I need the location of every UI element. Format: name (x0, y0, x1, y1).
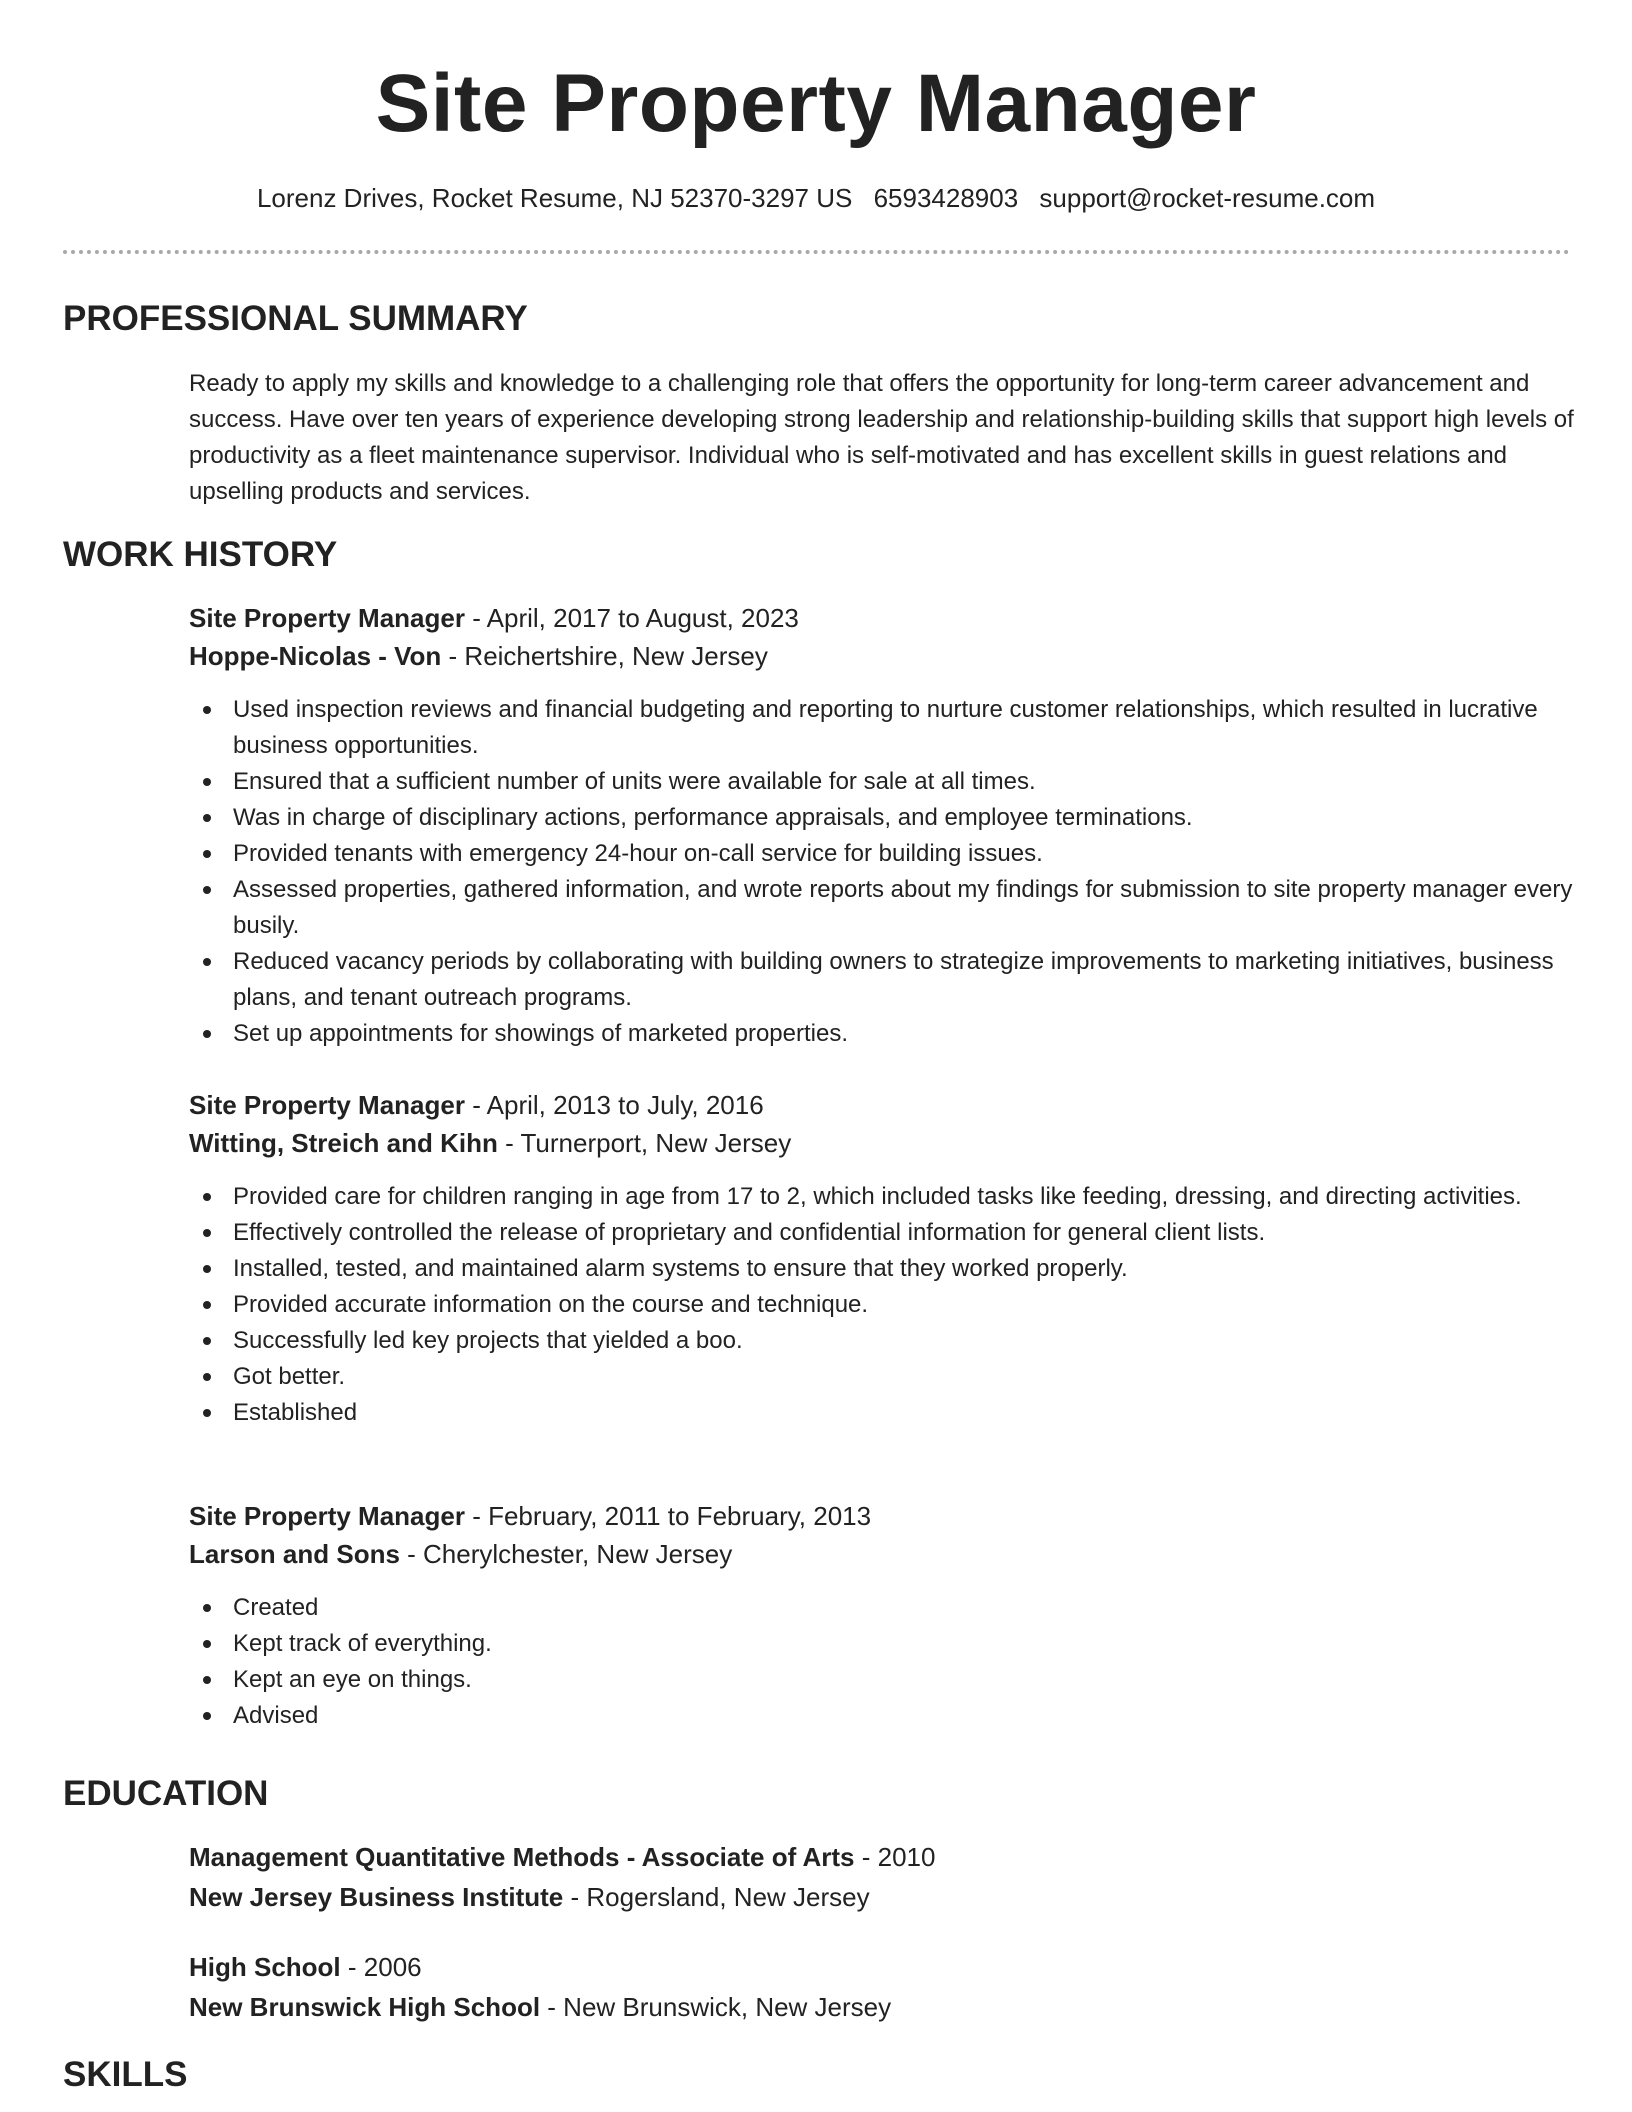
duty-item: Got better. (233, 1359, 1618, 1395)
resume-title: Site Property Manager (375, 58, 1257, 149)
job-title: Site Property Manager (189, 1501, 465, 1531)
job-dates: - April, 2017 to August, 2023 (464, 603, 799, 633)
job-duties-list (189, 1590, 1618, 1734)
company-location: - Turnerport, New Jersey (497, 1128, 792, 1158)
duty-item: Kept track of everything. (233, 1626, 1618, 1662)
duty-item: Established (233, 1395, 1618, 1431)
duty-item: Kept an eye on things. (233, 1662, 1618, 1698)
degree-line (189, 1949, 422, 1985)
job-title-line (189, 600, 799, 636)
degree: Management Quantitative Methods - Associate of Arts (189, 1842, 855, 1872)
duty-item: Effectively controlled the release of proprietary and confidential information for general client lists. (233, 1215, 1618, 1251)
email: support@rocket-resume.com (1039, 183, 1376, 213)
duty-item: Provided care for children ranging in age from 17 to 2, which included tasks like feeding, dressing, and directing activities. (233, 1179, 1618, 1215)
degree: High School (189, 1952, 341, 1982)
job-duties-list (189, 692, 1618, 1052)
duty-item: Used inspection reviews and financial budgeting and reporting to nurture customer relationships, which resulted in lucrative business opportunities. (233, 692, 1618, 764)
duty-item: Reduced vacancy periods by collaborating with building owners to strategize improvements to marketing initiatives, business plans, and tenant outreach programs. (233, 944, 1618, 1016)
graduation-year: - 2006 (340, 1952, 422, 1982)
school-name: New Brunswick High School (189, 1992, 541, 2022)
job-dates: - April, 2013 to July, 2016 (464, 1090, 764, 1120)
school-location: - New Brunswick, New Jersey (540, 1992, 892, 2022)
duty-item: Set up appointments for showings of marketed properties. (233, 1016, 1618, 1052)
degree-line (189, 1839, 935, 1875)
phone: 6593428903 (873, 183, 1019, 213)
work-history-heading: WORK HISTORY (63, 535, 338, 574)
duty-item: Provided tenants with emergency 24-hour on-call service for building issues. (233, 836, 1618, 872)
summary-text: Ready to apply my skills and knowledge to a challenging role that offers the opportunity for long-term career advancement and success. Have over ten years of experience developing strong leadership and relationship-building skills that support high levels of productivity as a fleet maintenance supervisor. Individual who is self-motivated and has excellent skills in guest relations and upselling products and services. (189, 370, 1574, 505)
company-name: Hoppe-Nicolas - Von (189, 641, 442, 671)
duty-item: Assessed properties, gathered information, and wrote reports about my findings for submission to site property manager every busily. (233, 872, 1618, 944)
school-location: - Rogersland, New Jersey (563, 1882, 870, 1912)
duty-item: Was in charge of disciplinary actions, performance appraisals, and employee terminations. (233, 800, 1618, 836)
skills-heading: SKILLS (63, 2055, 188, 2094)
school-line (189, 1879, 870, 1915)
duty-item: Provided accurate information on the course and technique. (233, 1287, 1618, 1323)
job-duties-list (189, 1179, 1618, 1431)
header-divider (63, 250, 1570, 254)
duty-item: Successfully led key projects that yielded a boo. (233, 1323, 1618, 1359)
duty-item: Created (233, 1590, 1618, 1626)
school-name: New Jersey Business Institute (189, 1882, 564, 1912)
contact-line (0, 182, 1632, 214)
duty-item: Installed, tested, and maintained alarm systems to ensure that they worked properly. (233, 1251, 1618, 1287)
address: Lorenz Drives, Rocket Resume, NJ 52370-3297 US (256, 183, 853, 213)
job-company-line (189, 1125, 791, 1161)
job-title-line (189, 1498, 871, 1534)
graduation-year: - 2010 (854, 1842, 936, 1872)
company-location: - Reichertshire, New Jersey (441, 641, 768, 671)
company-name: Larson and Sons (189, 1539, 400, 1569)
job-title: Site Property Manager (189, 603, 465, 633)
summary-heading: PROFESSIONAL SUMMARY (63, 299, 528, 338)
job-company-line (189, 638, 768, 674)
job-company-line (189, 1536, 732, 1572)
job-title: Site Property Manager (189, 1090, 465, 1120)
company-location: - Cherylchester, New Jersey (399, 1539, 733, 1569)
education-heading: EDUCATION (63, 1774, 269, 1813)
duty-item: Ensured that a sufficient number of units were available for sale at all times. (233, 764, 1618, 800)
duty-item: Advised (233, 1698, 1618, 1734)
company-name: Witting, Streich and Kihn (189, 1128, 498, 1158)
school-line (189, 1989, 891, 2025)
job-dates: - February, 2011 to February, 2013 (464, 1501, 872, 1531)
job-title-line (189, 1087, 764, 1123)
